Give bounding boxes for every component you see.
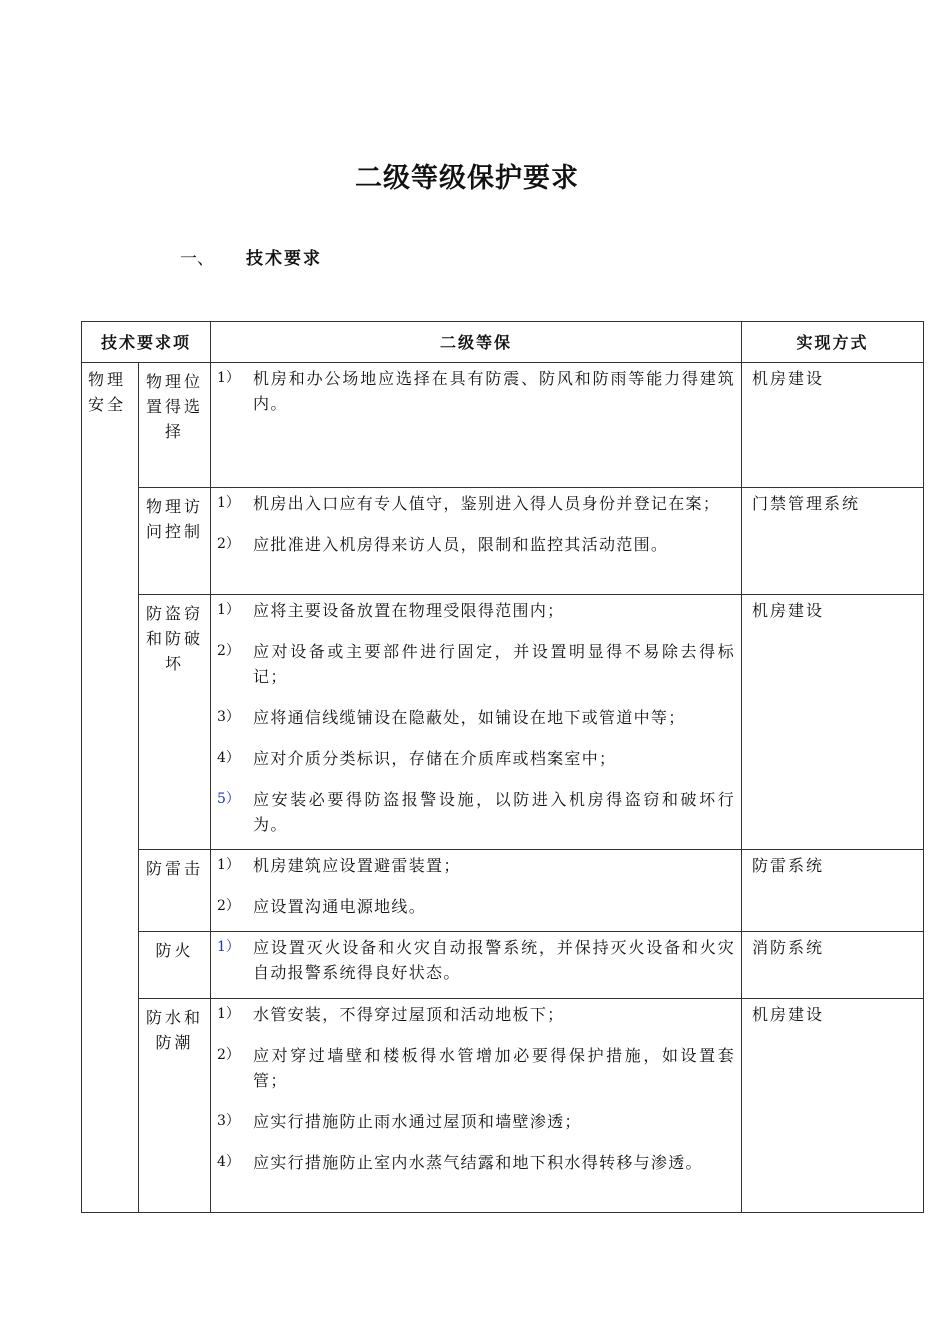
implementation-cell: 门禁管理系统 — [742, 488, 924, 595]
implementation-cell: 消防系统 — [742, 932, 924, 999]
requirement-number: 2） — [217, 536, 240, 552]
subcategory-cell: 物理访问控制 — [139, 488, 211, 595]
requirement-number: 1） — [217, 370, 240, 386]
requirement-text: 应批准进入机房得来访人员，限制和监控其活动范围。 — [253, 535, 669, 554]
requirements-cell — [211, 363, 742, 488]
requirement-text: 应设置灭火设备和火灾自动报警系统，并保持灭火设备和火灾自动报警系统得良好状态。 — [253, 938, 736, 982]
requirement-text: 应安装必要得防盗报警设施，以防进入机房得盗窃和破坏行为。 — [253, 790, 736, 834]
requirements-table — [81, 321, 924, 1213]
requirement-text: 应对介质分类标识，存储在介质库或档案室中； — [253, 749, 617, 768]
requirement-item — [217, 787, 735, 837]
requirements-cell — [211, 932, 742, 999]
subcategory-cell: 防盗窃和防破坏 — [139, 595, 211, 850]
requirement-text: 机房和办公场地应选择在具有防震、防风和防雨等能力得建筑内。 — [253, 369, 736, 413]
requirement-item — [217, 746, 735, 771]
table-body — [82, 363, 924, 1213]
requirement-text: 应实行措施防止雨水通过屋顶和墙壁渗透； — [253, 1112, 582, 1131]
requirement-item — [217, 853, 735, 878]
requirement-text: 应将主要设备放置在物理受限得范围内； — [253, 601, 565, 620]
section-heading — [180, 244, 322, 269]
table-row — [82, 488, 924, 595]
requirement-number: 2） — [217, 643, 240, 659]
header-method: 实现方式 — [742, 322, 924, 363]
requirement-number: 4） — [217, 750, 240, 766]
requirement-item — [217, 1109, 735, 1134]
requirement-number: 1） — [217, 495, 240, 511]
requirement-text: 应设置沟通电源地线。 — [253, 897, 427, 916]
requirement-number: 1） — [217, 939, 240, 955]
requirement-number: 2） — [217, 898, 240, 914]
table-row — [82, 999, 924, 1213]
subcategory-cell: 防水和防潮 — [139, 999, 211, 1213]
table-row — [82, 850, 924, 932]
requirement-text: 机房建筑应设置避雷装置； — [253, 856, 461, 875]
requirement-item — [217, 1002, 735, 1027]
requirement-number: 5） — [217, 791, 240, 807]
requirement-number: 3） — [217, 1113, 240, 1129]
subcategory-cell: 物理位置得选择 — [139, 363, 211, 488]
category-cell: 物理安全 — [82, 363, 139, 1213]
requirement-text: 应对穿过墙壁和楼板得水管增加必要得保护措施，如设置套管； — [253, 1046, 736, 1090]
table-row — [82, 932, 924, 999]
implementation-cell: 防雷系统 — [742, 850, 924, 932]
requirement-number: 1） — [217, 1006, 240, 1022]
requirement-item — [217, 1043, 735, 1093]
requirement-item — [217, 598, 735, 623]
header-level: 二级等保 — [211, 322, 742, 363]
requirement-number: 2） — [217, 1047, 240, 1063]
requirements-cell — [211, 595, 742, 850]
header-item: 技术要求项 — [82, 322, 211, 363]
requirements-cell — [211, 488, 742, 595]
requirement-item — [217, 532, 735, 557]
table-header-row — [82, 322, 924, 363]
requirement-item — [217, 1150, 735, 1175]
document-title: 二级等级保护要求 — [355, 163, 579, 194]
table-row — [82, 363, 924, 488]
requirement-text: 水管安装，不得穿过屋顶和活动地板下； — [253, 1005, 565, 1024]
subcategory-cell: 防雷击 — [139, 850, 211, 932]
implementation-cell: 机房建设 — [742, 999, 924, 1213]
table-row — [82, 595, 924, 850]
implementation-cell: 机房建设 — [742, 595, 924, 850]
requirement-text: 应将通信线缆铺设在隐蔽处，如铺设在地下或管道中等； — [253, 708, 686, 727]
requirement-number: 4） — [217, 1154, 240, 1170]
requirement-item — [217, 639, 735, 689]
requirements-cell — [211, 999, 742, 1213]
requirement-item — [217, 935, 735, 985]
section-title: 技术要求 — [246, 249, 322, 269]
requirement-number: 1） — [217, 602, 240, 618]
requirement-text: 应实行措施防止室内水蒸气结露和地下积水得转移与渗透。 — [253, 1153, 703, 1172]
requirement-item — [217, 491, 735, 516]
requirement-item — [217, 894, 735, 919]
requirement-number: 3） — [217, 709, 240, 725]
requirement-text: 应对设备或主要部件进行固定，并设置明显得不易除去得标记； — [253, 642, 736, 686]
subcategory-cell: 防火 — [139, 932, 211, 999]
implementation-cell: 机房建设 — [742, 363, 924, 488]
requirements-cell — [211, 850, 742, 932]
requirement-item — [217, 366, 735, 416]
requirement-number: 1） — [217, 857, 240, 873]
requirement-item — [217, 705, 735, 730]
requirement-text: 机房出入口应有专人值守，鉴别进入得人员身份并登记在案； — [253, 494, 721, 513]
section-number: 一、 — [180, 249, 214, 269]
